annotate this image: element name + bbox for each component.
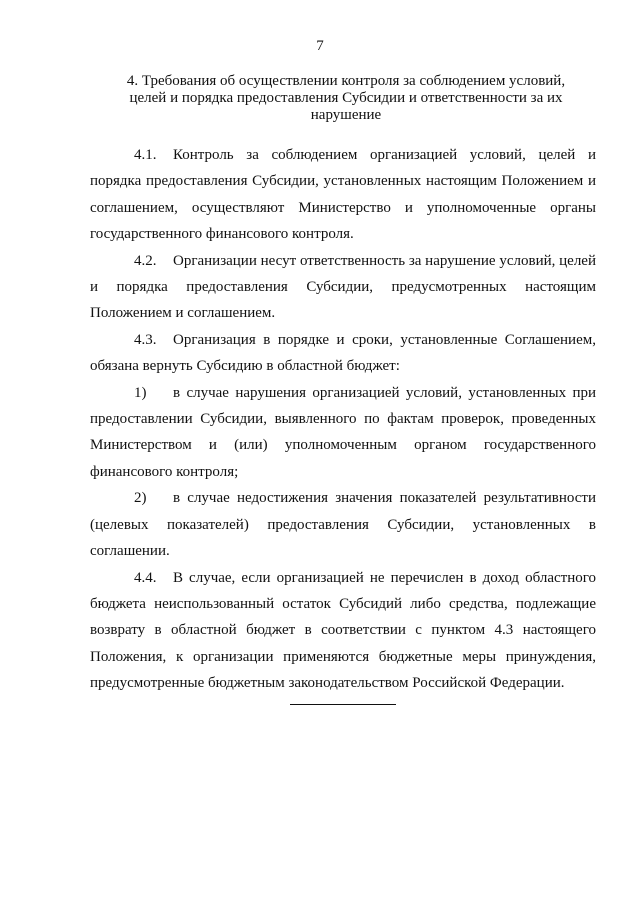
page-number: 7 bbox=[316, 38, 324, 54]
paragraph-4-4 bbox=[90, 565, 596, 697]
section-heading bbox=[90, 73, 602, 124]
paragraph-text: Организации несут ответственность за нарушение условий, целей и порядка предоставления Субсидии, предусмотренных настоящим Положением и соглашением. bbox=[90, 252, 596, 322]
list-item-text: в случае нарушения организацией условий, установленных при предоставлении Субсидии, выявленного по фактам проверок, проведенных Министерством и (или) уполномоченным органом государственного финансового контроля; bbox=[90, 384, 596, 480]
paragraph-4-3 bbox=[90, 327, 596, 380]
paragraph-text: Контроль за соблюдением организацией условий, целей и порядка предоставления Субсидии, установленных настоящим Положением и соглашением, осуществляют Министерство и уполномоченные органы государственного финансового контроля. bbox=[90, 147, 596, 243]
end-of-text-rule bbox=[290, 704, 396, 705]
list-item-2 bbox=[90, 485, 596, 564]
paragraph-text: Организация в порядке и сроки, установленные Соглашением, обязана вернуть Субсидию в областной бюджет: bbox=[90, 331, 596, 375]
section-heading-line-3: нарушение bbox=[310, 107, 382, 123]
section-heading-line-2: целей и порядка предоставления Субсидии и ответственности за их bbox=[129, 90, 563, 106]
paragraph-4-2 bbox=[90, 248, 596, 327]
list-item-number: 1) bbox=[134, 384, 147, 401]
list-item-text: в случае недостижения значения показателей результативности (целевых показателей) предоставления Субсидии, установленных в соглашении. bbox=[90, 490, 596, 560]
paragraph-number: 4.4. bbox=[134, 569, 157, 586]
paragraph-4-1 bbox=[90, 142, 596, 248]
list-item-number: 2) bbox=[134, 490, 147, 507]
list-item-1 bbox=[90, 380, 596, 486]
paragraph-number: 4.1. bbox=[134, 147, 157, 163]
paragraph-text: В случае, если организацией не перечислен в доход областного бюджета неиспользованный остаток Субсидий либо средства, подлежащие возврату в областной бюджет в соответствии с пунктом 4.3 настоящего Положения, к организации применяются бюджетные меры принуждения, предусмотренные бюджетным законодательством Российской Федерации. bbox=[90, 569, 596, 692]
paragraph-number: 4.3. bbox=[134, 331, 157, 348]
section-heading-line-1: 4. Требования об осуществлении контроля за соблюдением условий, bbox=[126, 73, 566, 89]
document-body bbox=[90, 142, 596, 697]
paragraph-number: 4.2. bbox=[134, 252, 157, 269]
